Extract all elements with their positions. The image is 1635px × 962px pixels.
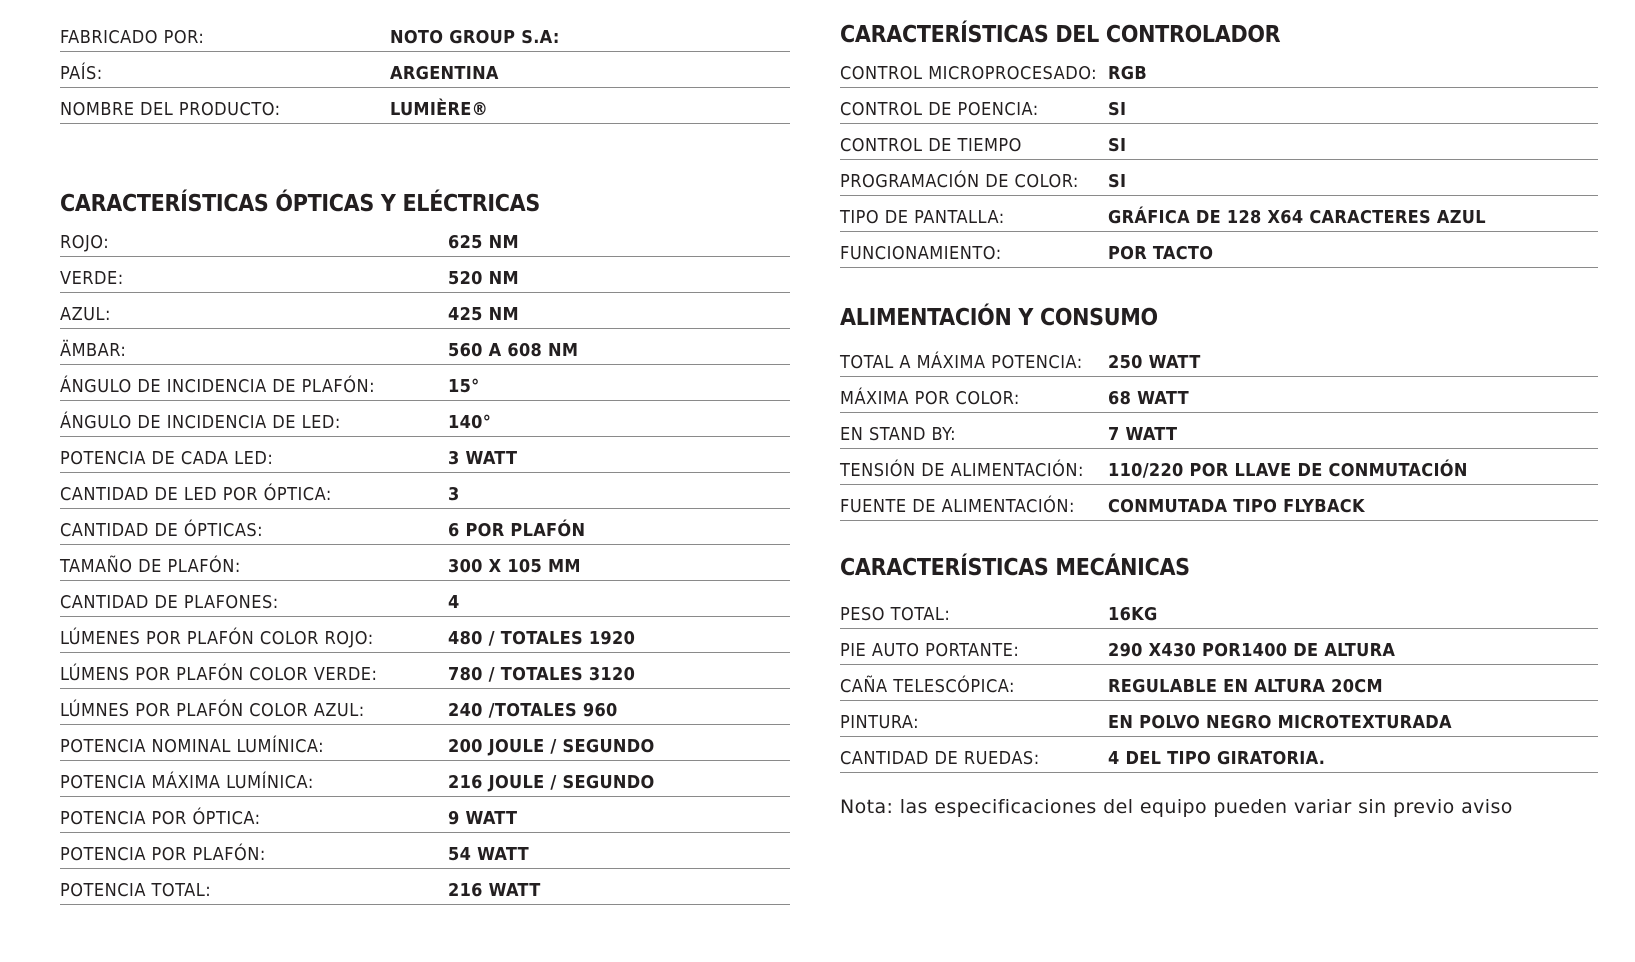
spec-row — [60, 400, 790, 437]
spec-row — [60, 436, 790, 473]
mechanical-section-title: CARACTERÍSTICAS MECÁNICAS — [840, 555, 1190, 581]
spec-row — [60, 868, 790, 905]
disclaimer-note: Nota: las especificaciones del equipo pueden variar sin previo aviso — [840, 796, 1513, 818]
spec-row — [840, 376, 1598, 413]
spec-value: LUMIÈRE® — [390, 99, 489, 120]
spec-row — [840, 484, 1598, 521]
spec-row — [60, 15, 790, 52]
spec-label: CANTIDAD DE PLAFONES: — [60, 592, 279, 613]
spec-row — [840, 51, 1598, 88]
spec-label: PIE AUTO PORTANTE: — [840, 640, 1020, 661]
spec-label: CANTIDAD DE RUEDAS: — [840, 748, 1040, 769]
spec-label: ÄMBAR: — [60, 340, 127, 361]
spec-value: SI — [1108, 99, 1127, 120]
spec-row — [840, 159, 1598, 196]
spec-value: 216 WATT — [448, 880, 541, 901]
spec-value: 560 A 608 NM — [448, 340, 579, 361]
spec-value: 425 NM — [448, 304, 519, 325]
spec-label: TIPO DE PANTALLA: — [840, 207, 1005, 228]
spec-value: 300 X 105 MM — [448, 556, 581, 577]
spec-value: 4 DEL TIPO GIRATORIA. — [1108, 748, 1326, 769]
spec-value: 16KG — [1108, 604, 1158, 625]
spec-value: SI — [1108, 171, 1127, 192]
spec-row — [840, 412, 1598, 449]
spec-label: ROJO: — [60, 232, 110, 253]
spec-row — [60, 472, 790, 509]
spec-value: 625 NM — [448, 232, 519, 253]
spec-value: ARGENTINA — [390, 63, 499, 84]
spec-label: VERDE: — [60, 268, 124, 289]
spec-row — [60, 87, 790, 124]
spec-value: 250 WATT — [1108, 352, 1201, 373]
spec-label: CANTIDAD DE LED POR ÓPTICA: — [60, 484, 332, 505]
spec-row — [60, 652, 790, 689]
spec-value: SI — [1108, 135, 1127, 156]
spec-value: 780 / TOTALES 3120 — [448, 664, 636, 685]
spec-row — [840, 664, 1598, 701]
spec-label: CONTROL DE POENCIA: — [840, 99, 1039, 120]
spec-row — [60, 544, 790, 581]
optical-section-title: CARACTERÍSTICAS ÓPTICAS Y ELÉCTRICAS — [60, 191, 540, 217]
spec-row — [60, 760, 790, 797]
spec-label: LÚMENES POR PLAFÓN COLOR ROJO: — [60, 628, 374, 649]
spec-row — [60, 508, 790, 545]
spec-value: POR TACTO — [1108, 243, 1214, 264]
spec-row — [840, 448, 1598, 485]
spec-label: MÁXIMA POR COLOR: — [840, 388, 1020, 409]
spec-value: GRÁFICA DE 128 X64 CARACTERES AZUL — [1108, 207, 1486, 228]
spec-label: LÚMENS POR PLAFÓN COLOR VERDE: — [60, 664, 378, 685]
spec-value: 3 — [448, 484, 460, 505]
spec-row — [60, 832, 790, 869]
spec-value: 7 WATT — [1108, 424, 1178, 445]
spec-row — [60, 580, 790, 617]
spec-row — [840, 628, 1598, 665]
spec-label: LÚMNES POR PLAFÓN COLOR AZUL: — [60, 700, 365, 721]
spec-row — [840, 340, 1598, 377]
spec-label: ÁNGULO DE INCIDENCIA DE PLAFÓN: — [60, 376, 376, 397]
spec-row — [60, 51, 790, 88]
spec-label: PESO TOTAL: — [840, 604, 951, 625]
spec-row — [60, 724, 790, 761]
spec-value: 15° — [448, 376, 480, 397]
spec-row — [60, 292, 790, 329]
spec-value: NOTO GROUP S.A: — [390, 27, 560, 48]
spec-value: 216 JOULE / SEGUNDO — [448, 772, 655, 793]
spec-row — [60, 328, 790, 365]
spec-value: CONMUTADA TIPO FLYBACK — [1108, 496, 1365, 517]
spec-value: 68 WATT — [1108, 388, 1189, 409]
spec-label: AZUL: — [60, 304, 111, 325]
spec-value: 4 — [448, 592, 460, 613]
spec-value: 480 / TOTALES 1920 — [448, 628, 636, 649]
spec-value: 6 POR PLAFÓN — [448, 520, 586, 541]
spec-label: CONTROL DE TIEMPO — [840, 135, 1022, 156]
spec-label: POTENCIA NOMINAL LUMÍNICA: — [60, 736, 325, 757]
spec-row — [840, 123, 1598, 160]
spec-label: FUNCIONAMIENTO: — [840, 243, 1002, 264]
spec-label: FABRICADO POR: — [60, 27, 205, 48]
spec-label: PAÍS: — [60, 63, 103, 84]
spec-row — [840, 87, 1598, 124]
spec-row — [840, 700, 1598, 737]
spec-row — [840, 231, 1598, 268]
spec-value: 54 WATT — [448, 844, 529, 865]
spec-label: PINTURA: — [840, 712, 920, 733]
spec-value: 140° — [448, 412, 492, 433]
spec-row — [60, 796, 790, 833]
spec-label: POTENCIA POR PLAFÓN: — [60, 844, 266, 865]
spec-value: RGB — [1108, 63, 1148, 84]
spec-label: FUENTE DE ALIMENTACIÓN: — [840, 496, 1075, 517]
spec-label: TOTAL A MÁXIMA POTENCIA: — [840, 352, 1083, 373]
spec-label: POTENCIA POR ÓPTICA: — [60, 808, 261, 829]
spec-row — [60, 688, 790, 725]
spec-label: POTENCIA MÁXIMA LUMÍNICA: — [60, 772, 314, 793]
spec-value: 240 /TOTALES 960 — [448, 700, 618, 721]
spec-value: 110/220 POR LLAVE DE CONMUTACIÓN — [1108, 460, 1468, 481]
spec-label: TAMAÑO DE PLAFÓN: — [60, 556, 241, 577]
spec-label: NOMBRE DEL PRODUCTO: — [60, 99, 281, 120]
spec-label: CONTROL MICROPROCESADO: — [840, 63, 1098, 84]
spec-label: PROGRAMACIÓN DE COLOR: — [840, 171, 1079, 192]
spec-label: POTENCIA TOTAL: — [60, 880, 212, 901]
spec-label: CANTIDAD DE ÓPTICAS: — [60, 520, 264, 541]
spec-value: 9 WATT — [448, 808, 518, 829]
spec-label: CAÑA TELESCÓPICA: — [840, 676, 1015, 697]
spec-row — [60, 616, 790, 653]
power-section-title: ALIMENTACIÓN Y CONSUMO — [840, 305, 1158, 331]
spec-label: ÁNGULO DE INCIDENCIA DE LED: — [60, 412, 341, 433]
spec-value: 3 WATT — [448, 448, 518, 469]
spec-label: POTENCIA DE CADA LED: — [60, 448, 274, 469]
spec-row — [840, 195, 1598, 232]
controller-section-title: CARACTERÍSTICAS DEL CONTROLADOR — [840, 22, 1281, 48]
spec-row — [60, 364, 790, 401]
spec-value: REGULABLE EN ALTURA 20CM — [1108, 676, 1383, 697]
spec-label: EN STAND BY: — [840, 424, 957, 445]
spec-value: 200 JOULE / SEGUNDO — [448, 736, 655, 757]
spec-value: EN POLVO NEGRO MICROTEXTURADA — [1108, 712, 1452, 733]
spec-row — [60, 256, 790, 293]
spec-row — [60, 220, 790, 257]
spec-label: TENSIÓN DE ALIMENTACIÓN: — [840, 460, 1084, 481]
spec-row — [840, 592, 1598, 629]
spec-value: 520 NM — [448, 268, 519, 289]
spec-value: 290 X430 POR1400 DE ALTURA — [1108, 640, 1396, 661]
spec-row — [840, 736, 1598, 773]
